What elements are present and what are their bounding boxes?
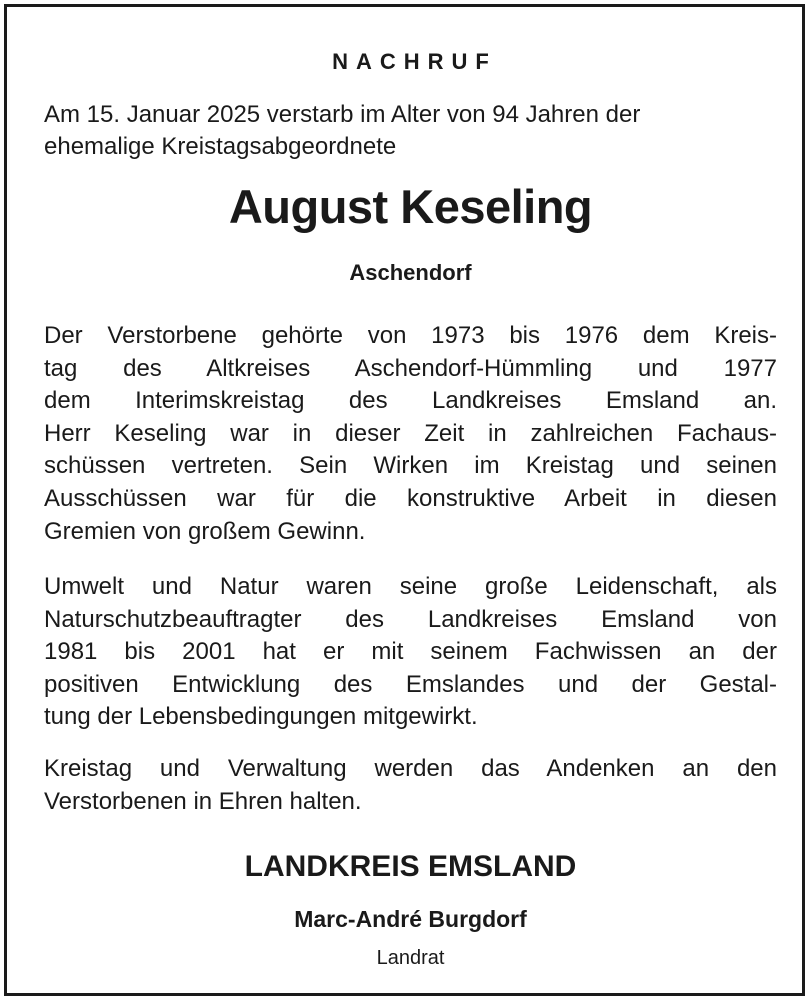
paragraph-line: Umwelt und Natur waren seine große Leidenschaft, als	[44, 573, 777, 600]
organization-name: LANDKREIS EMSLAND	[244, 850, 577, 883]
deceased-place: Aschendorf	[349, 260, 472, 285]
paragraph-career	[44, 320, 777, 548]
paragraph-line: schüssen vertreten. Sein Wirken im Kreistag und seinen	[44, 452, 777, 480]
intro-line: Am 15. Januar 2025 verstarb im Alter von 94 Jahren der	[44, 101, 641, 128]
notice-border	[4, 4, 805, 996]
paragraph-line: positiven Entwicklung des Emslandes und der Gestal-	[44, 670, 777, 698]
paragraph-line: 1981 bis 2001 hat er mit seinem Fachwissen an der	[44, 638, 777, 666]
paragraph-line: Der Verstorbene gehörte von 1973 bis 1976 dem Kreis-	[44, 322, 777, 349]
paragraph-line: Naturschutzbeauftragter des Landkreises Emsland von	[44, 605, 777, 633]
paragraph-line: dem Interimskreistag des Landkreises Emsland an.	[44, 387, 777, 415]
paragraph-line: Ausschüssen war für die konstruktive Arbeit in diesen	[44, 484, 777, 512]
paragraph-line: tung der Lebensbedingungen mitgewirkt.	[44, 703, 478, 731]
notice-heading: NACHRUF	[332, 49, 497, 74]
signer-name: Marc-André Burgdorf	[294, 906, 527, 932]
paragraph-line: tag des Altkreises Aschendorf-Hümmling und 1977	[44, 354, 777, 382]
deceased-name: August Keseling	[228, 180, 593, 233]
intro-text	[44, 99, 777, 163]
paragraph-line: Verstorbenen in Ehren halten.	[44, 787, 362, 815]
paragraph-nature	[44, 571, 777, 734]
signer-role: Landrat	[376, 947, 445, 969]
paragraph-remembrance	[44, 753, 777, 818]
paragraph-line: Gremien von großem Gewinn.	[44, 517, 366, 545]
intro-line: ehemalige Kreistagsabgeordnete	[44, 133, 397, 160]
paragraph-line: Herr Keseling war in dieser Zeit in zahlreichen Fachaus-	[44, 419, 777, 447]
paragraph-line: Kreistag und Verwaltung werden das Andenken an den	[44, 755, 777, 782]
